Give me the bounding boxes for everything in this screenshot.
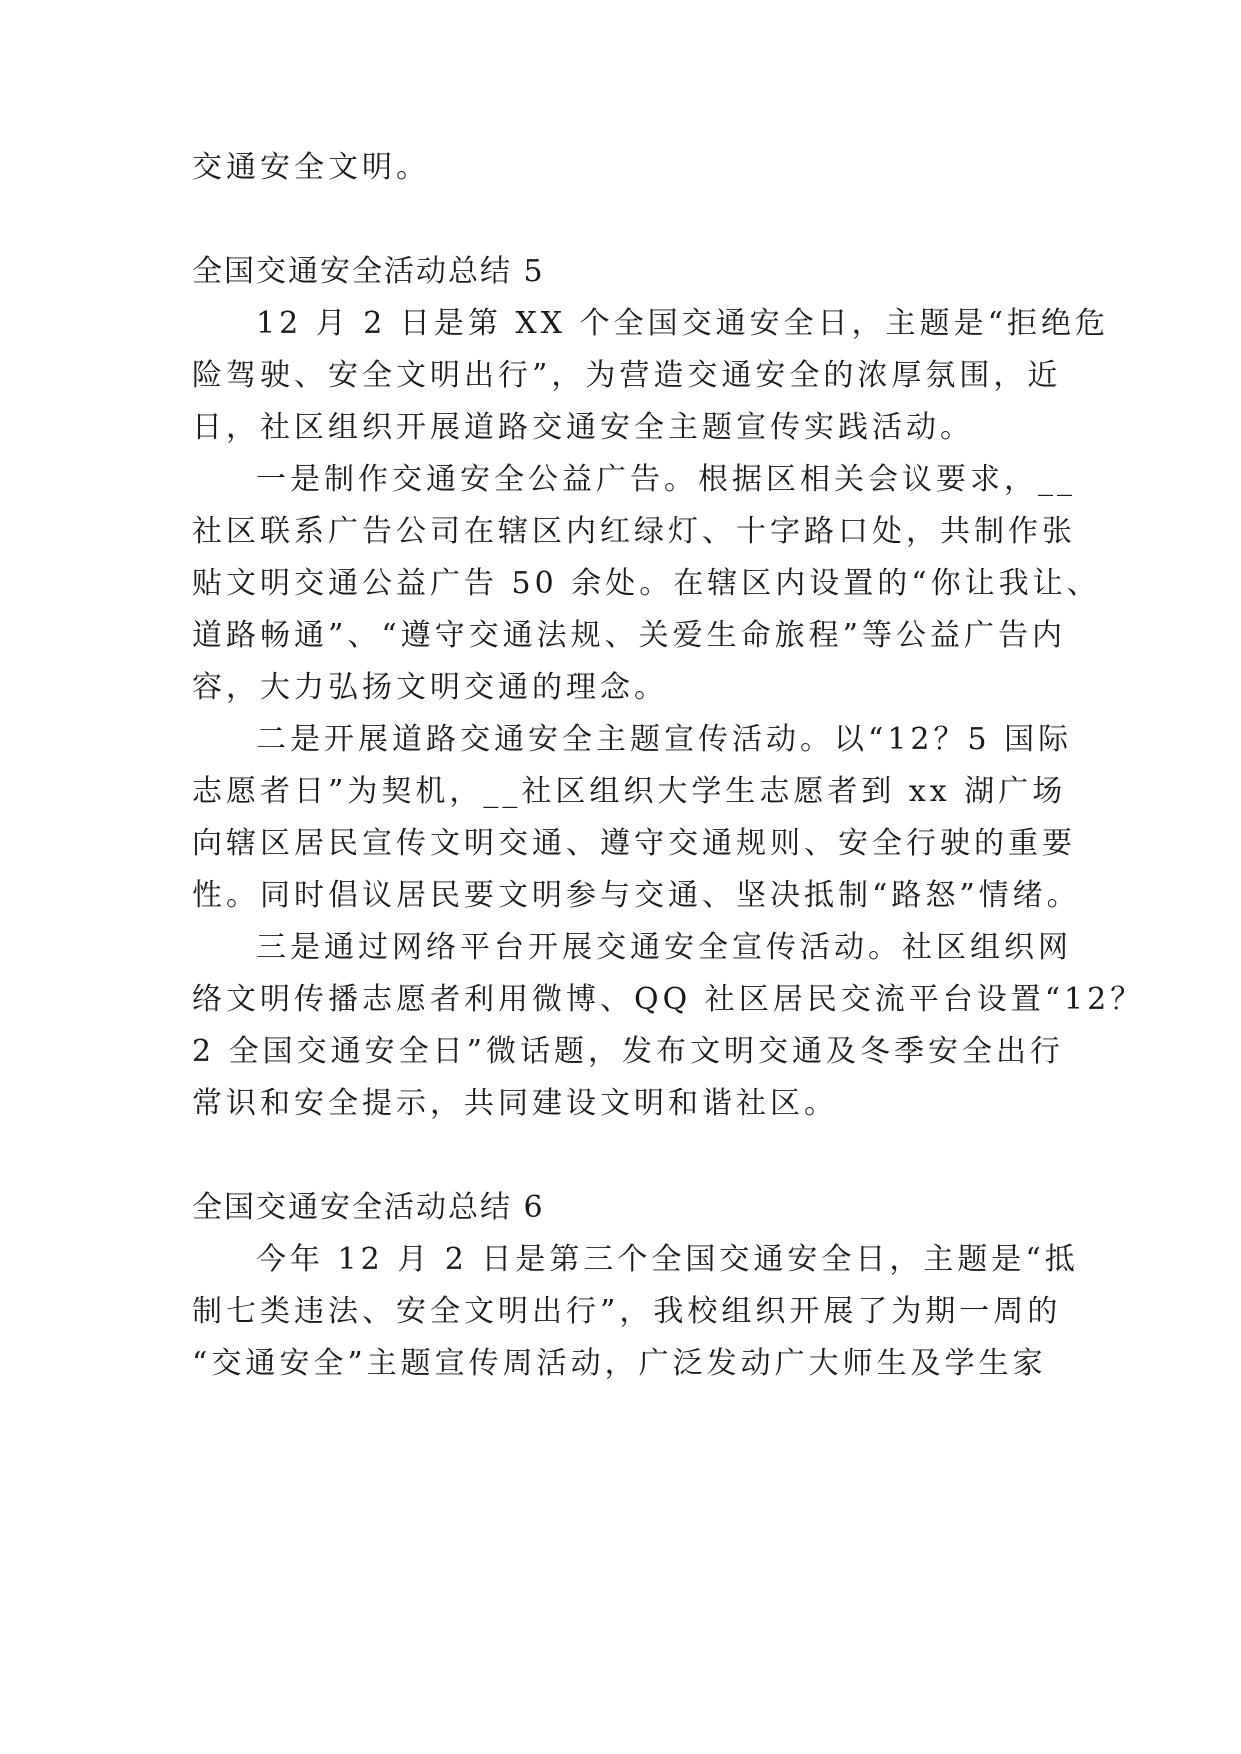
text-line: 向辖区居民宣传文明交通、遵守交通规则、安全行驶的重要 [192, 826, 1076, 861]
text-line: 三是通过网络平台开展交通安全宣传活动。社区组织网 [256, 930, 1072, 965]
text-line: 常识和安全提示，共同建设文明和谐社区。 [192, 1086, 838, 1121]
text-line: 一是制作交通安全公益广告。根据区相关会议要求，__ [256, 462, 1076, 497]
section-title-5: 全国交通安全活动总结 5 [192, 254, 545, 289]
text-line: 今年 12 月 2 日是第三个全国交通安全日，主题是“抵 [256, 1242, 1079, 1277]
text-line: 贴文明交通公益广告 50 余处。在辖区内设置的“你让我让、 [192, 566, 1101, 601]
text-line: 志愿者日”为契机，__社区组织大学生志愿者到 xx 湖广场 [192, 774, 1067, 809]
text-line: 12 月 2 日是第 XX 个全国交通安全日，主题是“拒绝危 [256, 306, 1109, 341]
text-line: 2 全国交通安全日”微话题，发布文明交通及冬季安全出行 [192, 1034, 1064, 1069]
text-line: 络文明传播志愿者利用微博、QQ 社区居民交流平台设置“12？ [192, 982, 1145, 1017]
text-line: 道路畅通”、“遵守交通法规、关爱生命旅程”等公益广告内 [192, 618, 1067, 653]
text-line: “交通安全”主题宣传周活动，广泛发动广大师生及学生家 [192, 1346, 1047, 1381]
text-line: 性。同时倡议居民要文明参与交通、坚决抵制“路怒”情绪。 [192, 878, 1081, 913]
text-line: 社区联系广告公司在辖区内红绿灯、十字路口处，共制作张 [192, 514, 1076, 549]
text-line: 日，社区组织开展道路交通安全主题宣传实践活动。 [192, 410, 974, 445]
text-line: 容，大力弘扬文明交通的理念。 [192, 670, 668, 705]
text-line: 交通安全文明。 [192, 150, 430, 185]
text-line: 二是开展道路交通安全主题宣传活动。以“12？5 国际 [256, 722, 1073, 757]
text-line: 制七类违法、安全文明出行”，我校组织开展了为期一周的 [192, 1294, 1062, 1329]
text-line: 险驾驶、安全文明出行”，为营造交通安全的浓厚氛围，近 [192, 358, 1062, 393]
section-title-6: 全国交通安全活动总结 6 [192, 1190, 545, 1225]
